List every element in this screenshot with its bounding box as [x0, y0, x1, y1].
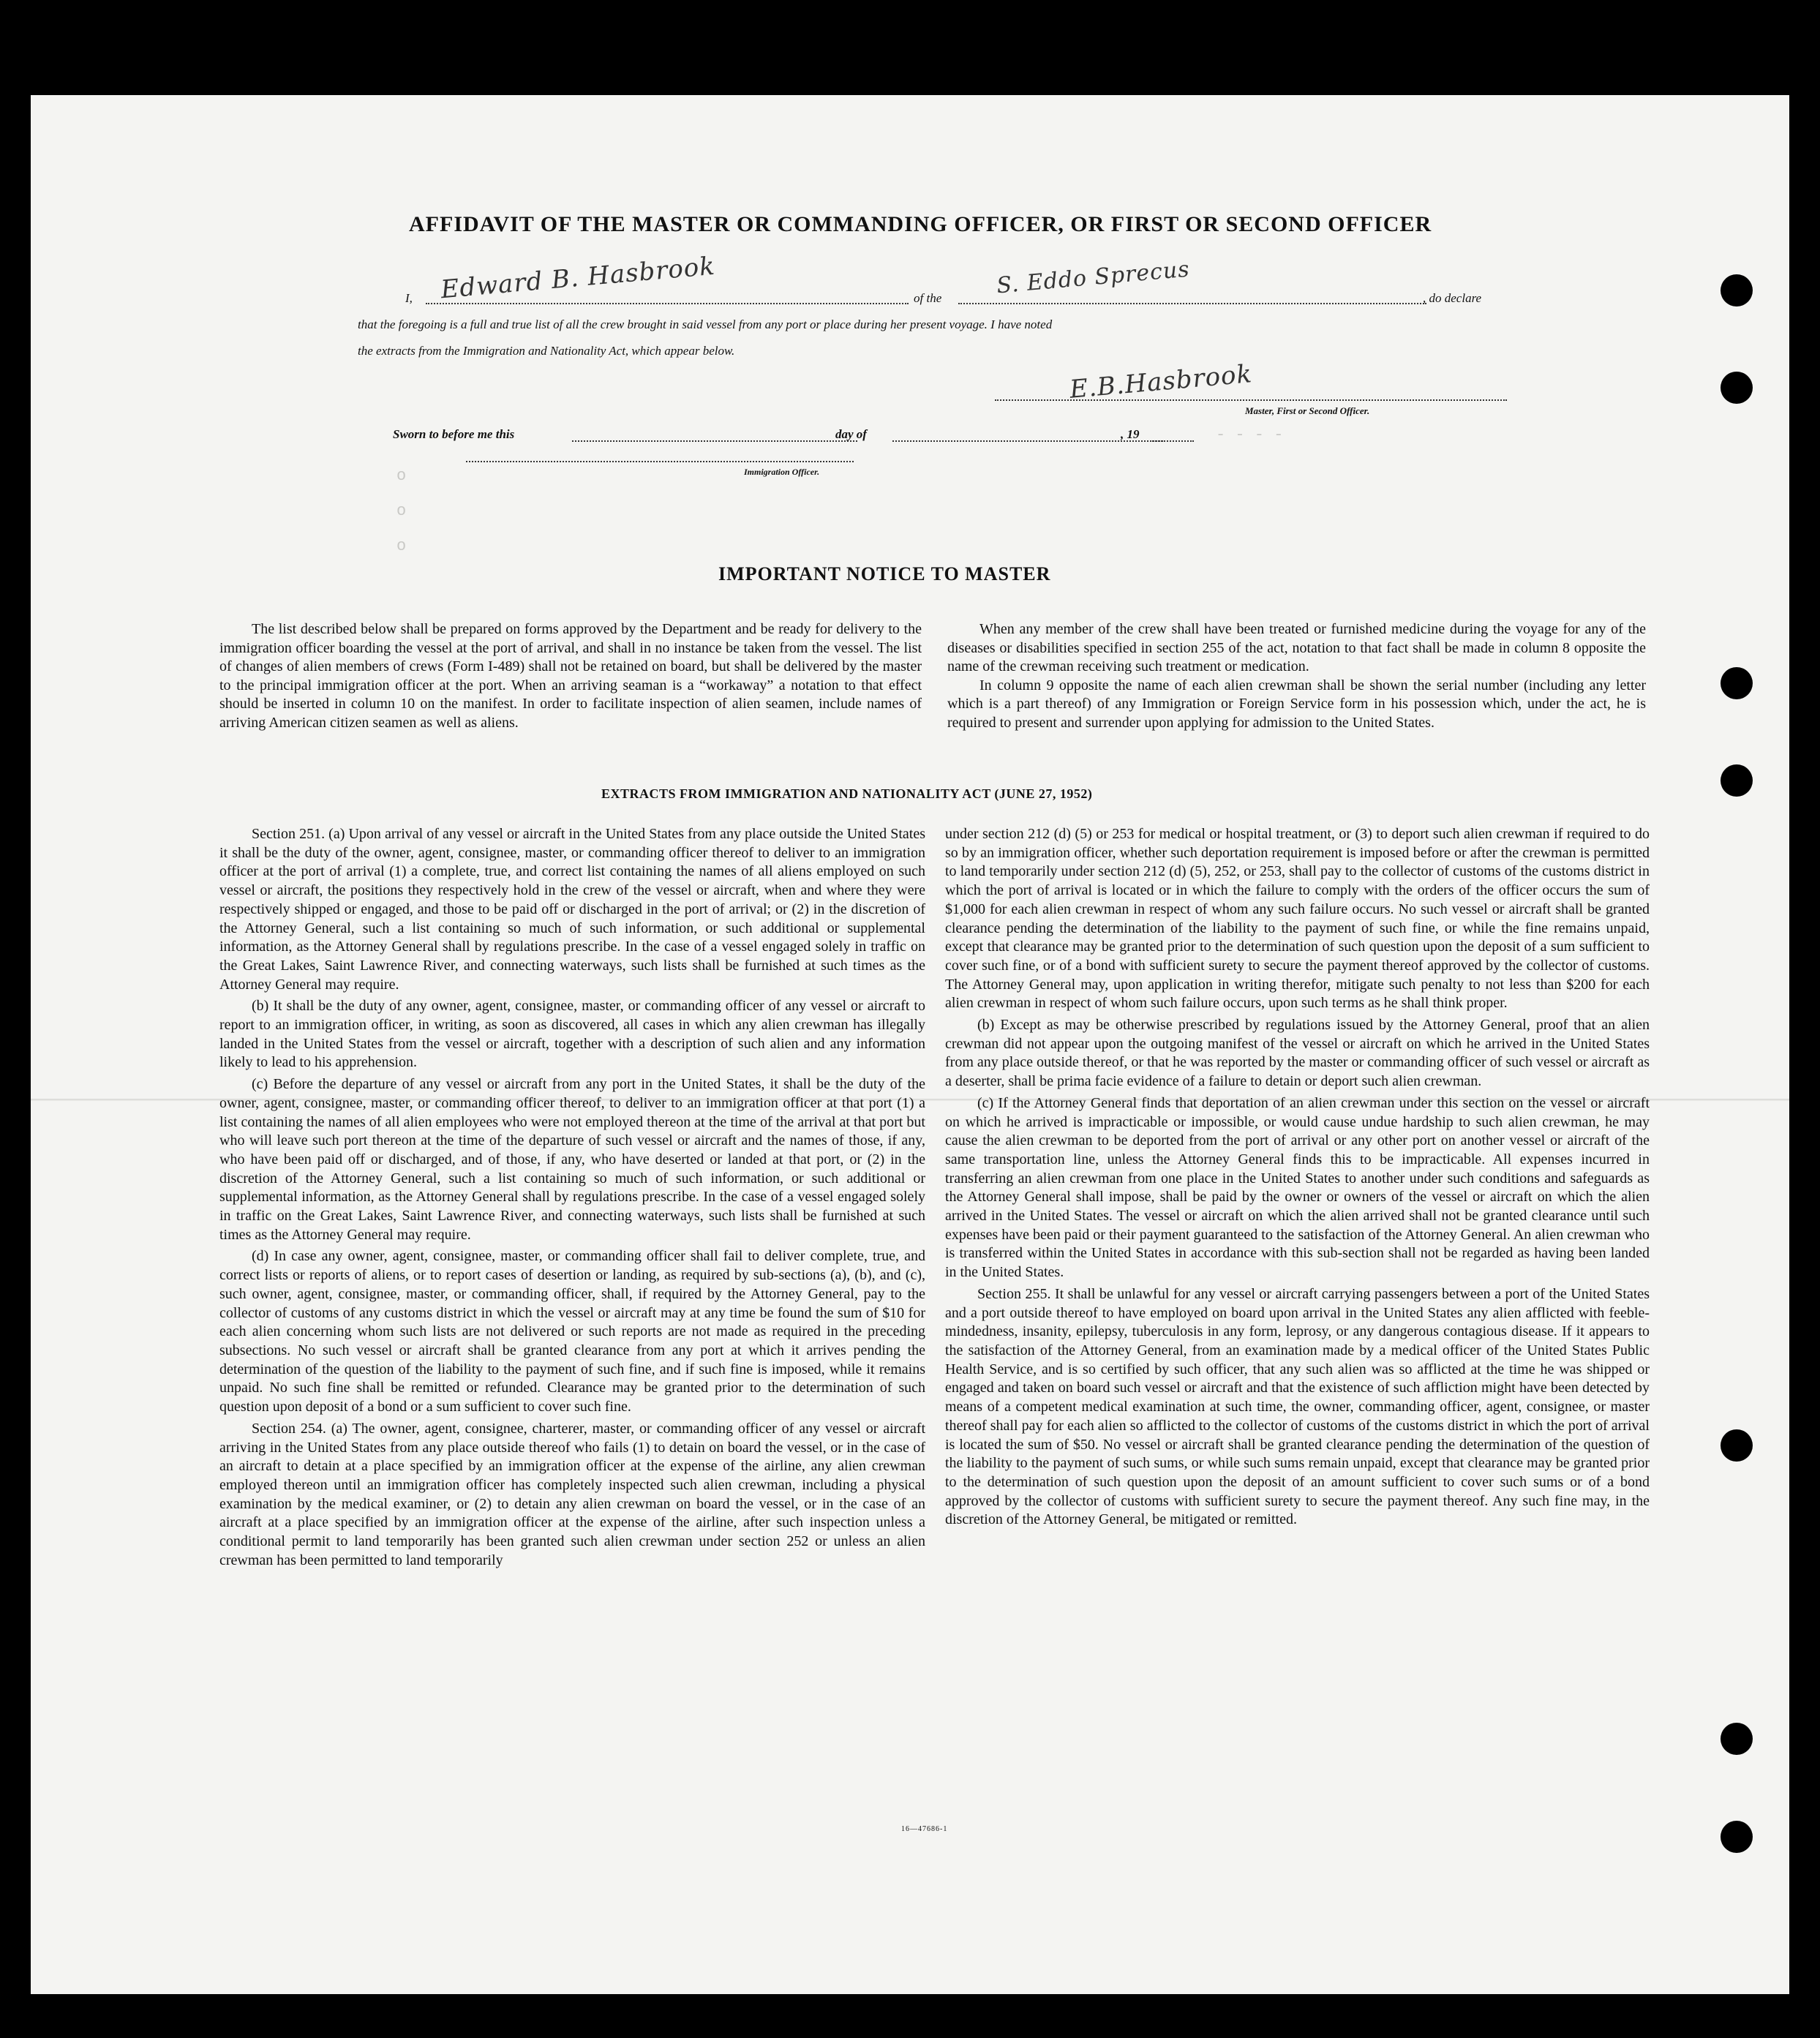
day-of-label: day of [835, 427, 867, 441]
form-footer-code: 16—47686-1 [901, 1825, 948, 1833]
document-page [31, 95, 1789, 1994]
section-251-a: Section 251. (a) Upon arrival of any vessel or aircraft in the United States from any place outside the United States it shall be the duty of the owner, agent, consignee, master, or commanding officer thereof to deliver to an immigration officer at the port of arrival (1) a complete, true, and correct list containing the names of all aliens employed on such vessel or aircraft, the positions they respectively hold in the crew of the vessel or aircraft, when and where they were respectively shipped or engaged, and those to be paid off or discharged in the port of arrival; or (2) in the discretion of the Attorney General, such a list containing so much of such information, or such additional or supplemental information, as the Attorney General shall by regulations prescribe. In the case of a vessel engaged solely in traffic on the Great Lakes, Saint Lawrence River, and connecting waterways, such lists shall be furnished at such times as the Attorney General may require. [219, 826, 925, 993]
immigration-officer-label: Immigration Officer. [744, 467, 820, 477]
section-254-c: (c) If the Attorney General finds that deportation of an alien crewman under this section on the vessel or aircraft on which he arrived is impracticable or impossible, or would cause undue hardship to such alien crewman, he may cause the alien crewman to be deported from the port of arrival or any other port on another vessel or aircraft of the same transportation line, unless the Attorney General finds this to be impracticable. All expenses incurred in transferring an alien crewman from one place in the United States to another under such conditions and safeguards as the Attorney General shall impose, shall be paid by the owner or owners of the vessel or aircraft on which the alien arrived in the United States. The vessel or aircraft on which the alien arrived shall not be granted clearance until such expenses have been paid or their payment guaranteed to the satisfaction of the Attorney General. An alien crewman who is transferred within the United States in accordance with this sub-section shall not be regarded as having been landed in the United States. [945, 1094, 1650, 1281]
extracts-left-column [219, 825, 925, 1573]
binder-hole [1721, 1723, 1753, 1755]
section-254-b: (b) Except as may be otherwise prescribed by regulations issued by the Attorney General, proof that an alien crewman did not appear upon the outgoing manifest of the vessel or aircraft on which he arrived in the United States from any place outside thereof, or that he was reported by the master or commanding officer of such vessel or aircraft as a deserter, shall be prima facie evidence of a failure to detain or deport such alien crewman. [945, 1017, 1650, 1090]
section-251-b: (b) It shall be the duty of any owner, agent, consignee, master, or commanding officer of any vessel or aircraft to report to an immigration officer, in writing, as soon as discovered, all cases in which any alien crewman has illegally landed in the United States from the vessel or aircraft, together with a description of such alien and any information likely to lead to his apprehension. [219, 998, 925, 1071]
year-prefix: , 19 [1121, 427, 1140, 441]
section-254-a: Section 254. (a) The owner, agent, consignee, charterer, master, or commanding officer of any vessel or aircraft arriving in the United States from any place outside thereof who fails (1) to detain on board the vessel, or in the case of an aircraft to detain at a place specified by an immigration officer at the expense of the airline, any alien crewman employed thereon until an immigration officer has completely inspected such alien crewman, including a physical examination by the medical examiner, or (2) to detain any alien crewman on board the vessel, or in the case of an aircraft at a place specified by an immigration officer at the expense of the airline, after such inspection unless a conditional permit to land temporarily has been granted such alien crewman under section 252 or unless an alien crewman has been permitted to land temporarily [219, 1420, 925, 1568]
notice-right-paragraph-1: When any member of the crew shall have been treated or furnished medicine during the voyage for any of the diseases or disabilities specified in section 255 of the act, notation to that fact shall be made in column 8 opposite the name of the crewman receiving such treatment or medication. [947, 621, 1646, 675]
extracts-title: EXTRACTS FROM IMMIGRATION AND NATIONALITY ACT (JUNE 27, 1952) [601, 786, 1093, 801]
sworn-day-line [572, 440, 857, 442]
sworn-label: Sworn to before me this [393, 427, 515, 441]
binder-hole [1721, 1429, 1753, 1462]
extracts-right-column [945, 825, 1650, 1533]
declaration-line-2: the extracts from the Immigration and Nationality Act, which appear below. [358, 344, 735, 358]
vessel-name-handwritten: S. Eddo Sprecus [995, 256, 1191, 299]
binder-hole [1721, 1821, 1753, 1853]
immigration-officer-line [466, 461, 854, 462]
notice-right-column [947, 620, 1646, 733]
bleed-through-mark: o [396, 537, 407, 555]
bleed-through-mark: o [396, 467, 407, 485]
i-label: I, [405, 291, 413, 305]
binder-hole [1721, 372, 1753, 404]
declaration-line-1: that the foregoing is a full and true list of all the crew brought in said vessel from any port or place during her present voyage. I have noted [358, 317, 1053, 331]
master-signature-line [995, 399, 1507, 401]
of-the-label: of the [914, 291, 942, 305]
master-name-signature: Edward B. Hasbrook [439, 251, 717, 305]
binder-hole [1721, 274, 1753, 307]
master-name-line [426, 303, 909, 304]
sworn-year-line [1150, 440, 1194, 442]
notice-title: IMPORTANT NOTICE TO MASTER [718, 563, 1051, 584]
binder-hole [1721, 764, 1753, 797]
notice-left-paragraph: The list described below shall be prepared on forms approved by the Department and be ready for delivery to the immigration officer boarding the vessel at the port of arrival, and shall in no instance be taken from the vessel. The list of changes of alien members of crews (Form I-489) shall not be retained on board, but shall be delivered by the master to the principal immigration officer at the port. When an arriving seaman is a “workaway” a notation to that effect should be inserted in column 10 on the manifest. In order to facilitate inspection of alien seamen, include names of arriving American citizen seamen as well as aliens. [219, 621, 922, 731]
section-251-d: (d) In case any owner, agent, consignee, master, or commanding officer shall fail to deliver complete, true, and correct lists or reports of aliens, or to report cases of desertion or landing, as required by sub-sections (a), (b), and (c), such owner, agent, consignee, master, or commanding officer, shall, if required by the Attorney General, pay to the collector of customs of any customs district in which the vessel or aircraft may at any time be found the sum of $10 for each alien concerning whom such lists are not delivered or such reports are not made as required in the preceding subsections. No such vessel or aircraft shall be granted clearance from any port at which it arrives pending the determination of the question of the liability to the payment of such fine, and if such fine is imposed, while it remains unpaid. No such fine shall be remitted or refunded. Clearance may be granted prior to the determination of such question upon deposit of a bond or a sum sufficient to cover such fine. [219, 1248, 925, 1415]
vessel-name-line [958, 303, 1426, 304]
binder-hole [1721, 667, 1753, 699]
section-255: Section 255. It shall be unlawful for any vessel or aircraft carrying passengers between a port of the United States and a port outside thereof to have employed on board upon arrival in the United States any alien afflicted with feeble-mindedness, insanity, epilepsy, tuberculosis in any form, leprosy, or any dangerous contagious disease. If it appears to the satisfaction of the Attorney General, from an examination made by a medical officer of the United States Public Health Service, and is so certified by such officer, that any such alien was so afflicted at the time he was shipped or engaged and taken on board such vessel or aircraft and that the existence of such affliction might have been detected by means of a competent medical examination at such time, the owner, commanding officer, agent, consignee, or master thereof shall pay for each alien so afflicted to the collector of customs of the customs district in which the port of arrival is located the sum of $50. No vessel or aircraft shall be granted clearance pending the determination of the question of the liability to the payment of such sums, or while such sums remain unpaid, except that clearance may be granted prior to the determination of such question upon the deposit of an amount sufficient to cover such sums or of a bond approved by the collector of customs with sufficient surety to secure the payment thereof. Any such fine may, in the discretion of the Attorney General, be mitigated or remitted. [945, 1285, 1650, 1528]
bleed-through-mark: o [396, 502, 407, 520]
do-declare-label: , do declare [1423, 291, 1482, 305]
affidavit-title: AFFIDAVIT OF THE MASTER OR COMMANDING OFFICER, OR FIRST OR SECOND OFFICER [409, 212, 1432, 236]
bleed-through-mark: - - - - [1216, 426, 1284, 444]
section-251-c: (c) Before the departure of any vessel or aircraft from any port in the United States, it shall be the duty of the owner, agent, consignee, master, or commanding officer thereof, to deliver to an immigration officer at that port (1) a list containing the names of all alien employees who were not employed thereon at the time of the arrival at that port but who will leave such port thereon at the time of the departure of such vessel or aircraft and the names of those, if any, who have been paid off or discharged, and of those, if any, who have deserted or landed at that port, or (2) in the discretion of the Attorney General, such a list containing so much of such information, or such additional or supplemental information, as the Attorney General shall by regulations prescribe. In the case of a vessel engaged solely in traffic on the Great Lakes, Saint Lawrence River, and connecting waterways, such lists shall be furnished at such times as the Attorney General may require. [219, 1076, 925, 1243]
master-signature: E.B.Hasbrook [1068, 359, 1254, 405]
section-254-a-continued: under section 212 (d) (5) or 253 for medical or hospital treatment, or (3) to deport such alien crewman if required to do so by an immigration officer, whether such deportation requirement is imposed before or after the crewman is permitted to land temporarily under section 212 (d) (5), 252, or 253, shall pay to the collector of customs of the customs district in which the port of arrival is located or in which the failure to comply with the orders of the officer occurs the sum of $1,000 for each alien crewman in respect of whom any such failure occurs. No such vessel or aircraft shall be granted clearance pending the determination of the liability to the payment of such fine, or while the fine remains unpaid, except that clearance may be granted prior to the determination of such question upon the deposit of a sum sufficient to cover such fine, or of a bond with sufficient surety to secure the payment thereof approved by the collector of customs. The Attorney General may, upon application in writing therefor, mitigate such penalty to not less than $200 for each alien crewman in respect of whom such failure occurs, upon such terms as he shall think proper. [945, 826, 1650, 1012]
notice-right-paragraph-2: In column 9 opposite the name of each alien crewman shall be shown the serial number (including any letter which is a part thereof) of any Immigration or Foreign Service form in his possession which, under the act, he is required to present and surrender upon applying for admission to the United States. [947, 677, 1646, 731]
master-title: Master, First or Second Officer. [1245, 405, 1370, 416]
